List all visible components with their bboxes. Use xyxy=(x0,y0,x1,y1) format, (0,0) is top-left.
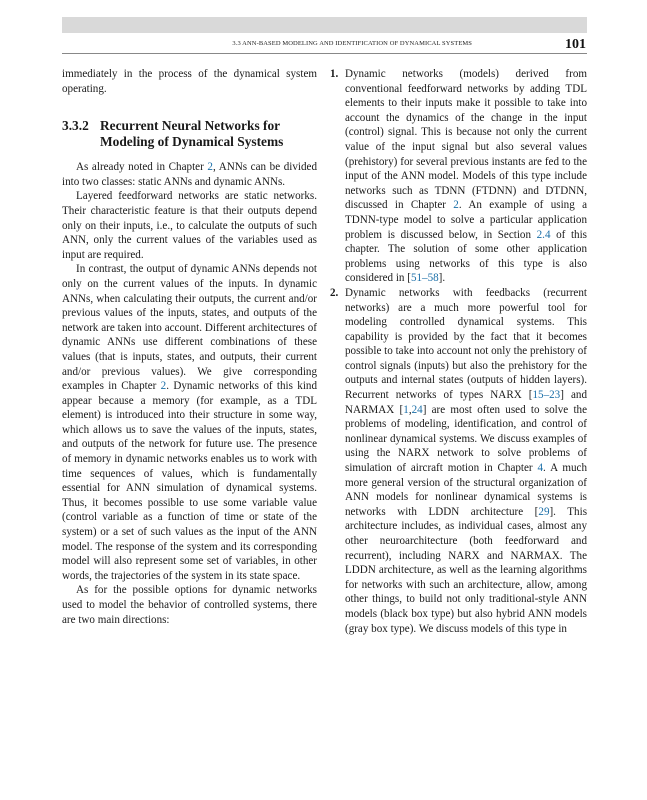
list-item-text: . A much more general version of the structural organization of ANN models for nonlinear dynamical systems is networks with LDDN architecture [ xyxy=(345,462,587,518)
left-column xyxy=(62,67,317,627)
header-bar xyxy=(62,17,587,33)
chapter-ref-link[interactable]: 2 xyxy=(160,380,167,393)
section-number: 3.3.2 xyxy=(62,118,89,134)
citation-link[interactable]: 1 xyxy=(403,403,409,416)
chapter-ref-link[interactable]: 2 xyxy=(207,161,213,174)
list-item-text: ]. xyxy=(438,272,446,285)
paragraph-3-text-b: . Dynamic networks of this kind appear because a memory (for example, as a TDL element) is introduced into their structure in some way, which allows us to save the values of the inputs, states, and outputs of the network for future use. The presence of memory in dynamic networks enables us to work with time sequences of values, which is fundamentally essential for ANN simulation of dynamical systems. Thus, it becomes possible to use some variable value (control variable as a function of time or state of the system) or a set of such values as the input of the ANN model. The response of the system and its corresponding model will also represent some set of variables, in other words, the trajectories of the system in its state space. xyxy=(62,380,317,582)
page-number: 101 xyxy=(565,37,586,52)
paragraph-3-text-a: In contrast, the output of dynamic ANNs depends not only on the current values of the inputs. In dynamic ANNs, when calculating their outputs, the current and/or previous values of the inputs, states, and outputs of the network are taken into account. Different architectures of dynamic ANNs use different combinations of these values (that is inputs, states, and outputs, their current and/or previous values). We give corresponding examples in Chapter xyxy=(62,263,317,393)
citation-link[interactable]: 51–58 xyxy=(410,272,439,285)
list-item-text: Dynamic networks (models) derived from conventional feedforward networks by adding TDL elements to their inputs make it possible to take into account the dynamics of the change in the input (control) signal. This is because not only the current value of the input signal but also several values (prehistory) for several previous instants are fed to the input of the ANN model. Models of this type include networks such as TDNN (FTDNN) and DTDNN, discussed in Chapter xyxy=(345,68,587,212)
directions-list xyxy=(330,67,587,636)
list-item-text: ]. This architecture includes, as individual cases, almost any other neuroarchitecture (both feedforward and recurrent), including NARX and NARMAX. The LDDN architecture, as well as the learning algorithms for networks with such an architecture, allow, among other things, to build not only traditional-style ANN models (black box type) but also hybrid ANN models (gray box type). We discuss models of this type in xyxy=(345,505,588,635)
section-title: Recurrent Neural Networks for Modeling of Dynamical Systems xyxy=(100,118,284,150)
list-item-text: . An example of using a TDNN-type model to solve a particular application problem is discussed below, in Section xyxy=(345,199,587,241)
section-heading xyxy=(62,118,317,150)
paragraph-1 xyxy=(62,160,317,189)
paragraph-2: Layered feedforward networks are static networks. Their characteristic feature is that their outputs depend only on their inputs, i.e., to calculate the outputs of such ANN, only the current values of the variables used as input are required. xyxy=(62,190,317,261)
list-item-text: Dynamic networks with feedbacks (recurrent networks) are a much more powerful tool for modeling controlled dynamical systems. This capability is provided by the fact that it becomes possible to take into account not only the prehistory of control signals (inputs) but also the prehistory for the outputs and internal states (outputs of hidden layers). Recurrent networks of types NARX [ xyxy=(345,286,587,402)
list-item-number: 1. xyxy=(330,68,339,80)
header-rule xyxy=(62,53,587,54)
list-item-number: 2. xyxy=(330,286,339,299)
list-item-text: ] and NARMAX [ xyxy=(345,389,587,416)
section-ref-link[interactable]: 2.4 xyxy=(536,228,551,241)
continued-paragraph: immediately in the process of the dynamical system operating. xyxy=(62,68,317,95)
paragraph-1-text-b: , ANNs can be divided into two classes: static ANNs and dynamic ANNs. xyxy=(62,161,318,188)
chapter-ref-link[interactable]: 2 xyxy=(453,199,459,212)
list-item-text: of this chapter. The solution of some other application problems using networks of this type is also considered in [ xyxy=(345,228,587,285)
paragraph-3 xyxy=(62,262,317,583)
list-item xyxy=(330,286,587,636)
list-item xyxy=(330,67,587,286)
chapter-ref-link[interactable]: 4 xyxy=(537,462,544,475)
list-item-text: , xyxy=(408,403,412,416)
running-head: 3.3 ANN-BASED MODELING AND IDENTIFICATION OF DYNAMICAL SYSTEMS xyxy=(232,40,472,47)
citation-link[interactable]: 15–23 xyxy=(532,389,561,402)
list-item-text: ] are most often used to solve the problems of modeling, identification, and control of nonlinear dynamical systems. We discuss examples of using the NARX network to solve problems of simulation of aircraft motion in Chapter xyxy=(345,403,587,475)
citation-link[interactable]: 29 xyxy=(538,505,550,518)
citation-link[interactable]: 24 xyxy=(411,403,423,416)
paragraph-4: As for the possible options for dynamic networks used to model the behavior of controlled systems, there are two main directions: xyxy=(62,584,317,626)
paragraph-1-text-a: As already noted in Chapter xyxy=(76,161,208,174)
right-column xyxy=(330,67,587,636)
